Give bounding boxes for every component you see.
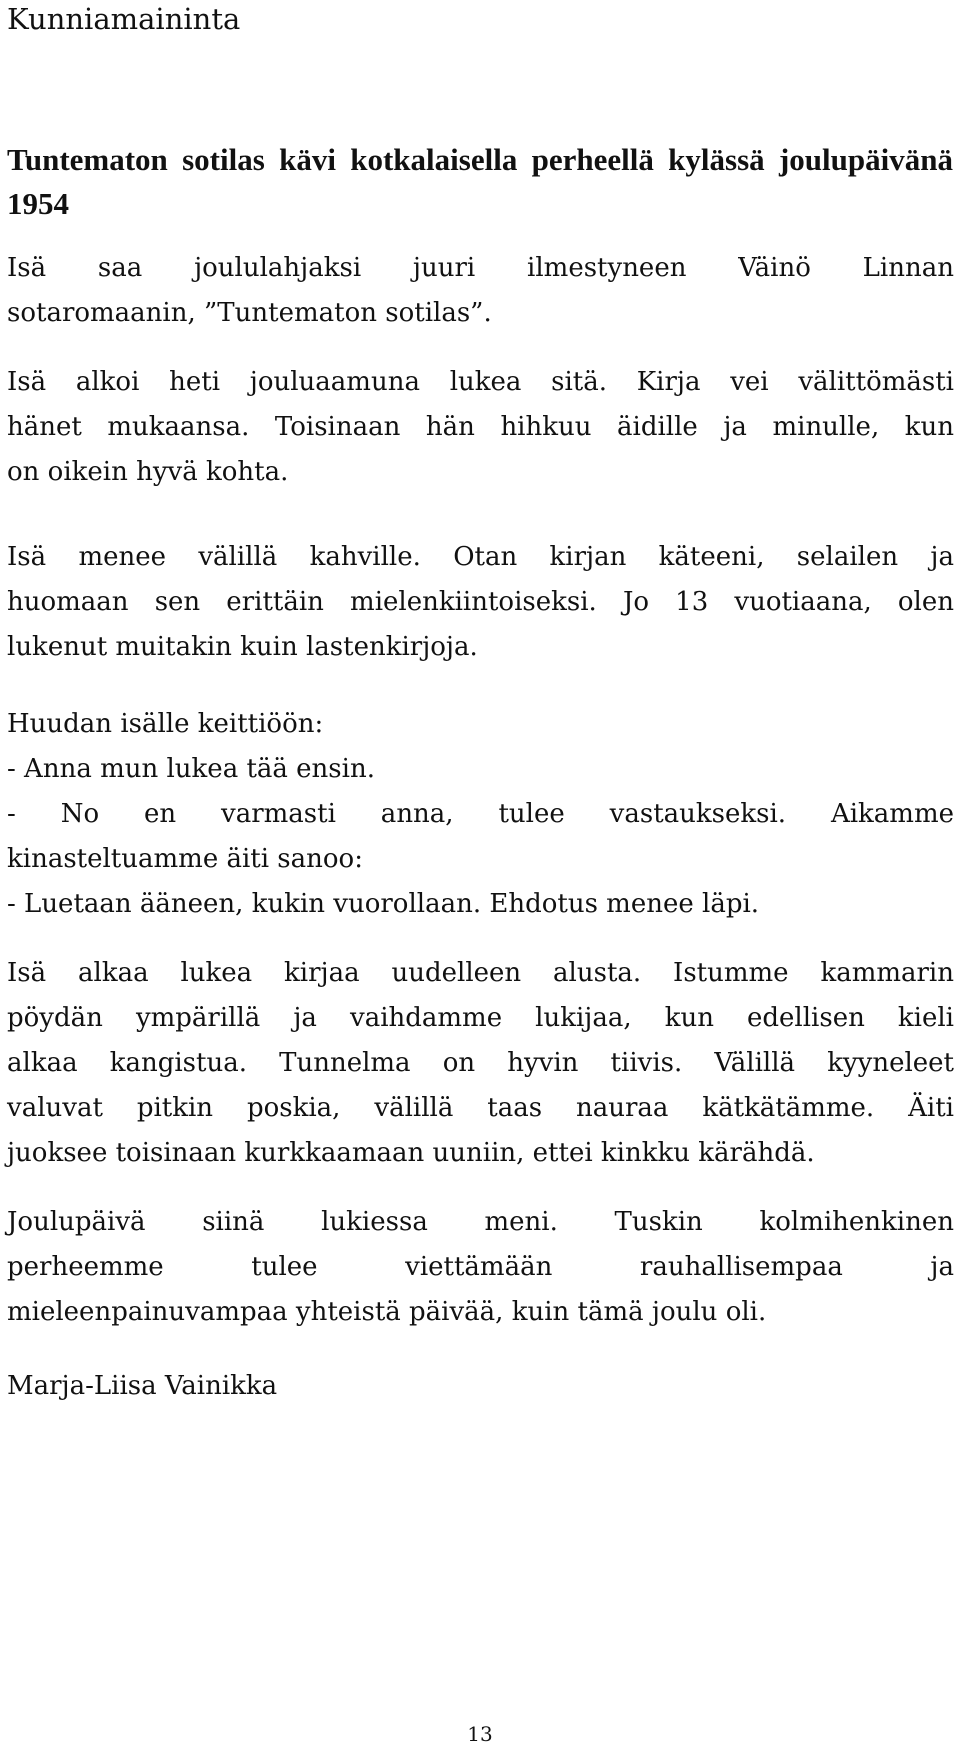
paragraph-4 xyxy=(7,702,954,927)
text-line: alkaa kangistua. Tunnelma on hyvin tiivis. Välillä kyyneleet xyxy=(7,1048,954,1078)
text-line: Isä alkoi heti jouluaamuna lukea sitä. Kirja vei välittömästi xyxy=(7,367,954,397)
text-line: valuvat pitkin poskia, välillä taas nauraa kätkätämme. Äiti xyxy=(7,1093,954,1123)
paragraph-6 xyxy=(7,1200,954,1335)
text-line: on oikein hyvä kohta. xyxy=(7,457,289,487)
paragraph-3 xyxy=(7,535,954,670)
paragraph-5 xyxy=(7,951,954,1176)
text-line: - Anna mun lukea tää ensin. xyxy=(7,754,375,784)
paragraph-2 xyxy=(7,360,954,495)
text-line: Joulupäivä siinä lukiessa meni. Tuskin kolmihenkinen xyxy=(7,1207,954,1237)
article-title: Tuntematon sotilas kävi kotkalaisella perheellä kylässä joulupäivänä 1954 xyxy=(7,142,953,221)
author-name: Marja-Liisa Vainikka xyxy=(7,1371,278,1401)
page-number: 13 xyxy=(467,1722,493,1746)
text-line: Isä saa joululahjaksi juuri ilmestyneen Väinö Linnan xyxy=(7,253,954,283)
text-line: hänet mukaansa. Toisinaan hän hihkuu äidille ja minulle, kun xyxy=(7,412,954,442)
text-line: - No en varmasti anna, tulee vastaukseksi. Aikamme xyxy=(7,799,954,829)
section-heading: Kunniamaininta xyxy=(7,2,241,36)
text-line: lukenut muitakin kuin lastenkirjoja. xyxy=(7,632,478,662)
paragraph-1 xyxy=(7,246,954,336)
text-line: mieleenpainuvampaa yhteistä päivää, kuin tämä joulu oli. xyxy=(7,1297,767,1327)
author-signature xyxy=(7,1364,954,1409)
text-line: pöydän ympärillä ja vaihdamme lukijaa, kun edellisen kieli xyxy=(7,1003,954,1033)
text-line: Isä menee välillä kahville. Otan kirjan käteeni, selailen ja xyxy=(7,542,954,572)
text-line: Huudan isälle keittiöön: xyxy=(7,709,324,739)
text-line: kinasteltuamme äiti sanoo: xyxy=(7,844,363,874)
text-line: sotaromaanin, ”Tuntematon sotilas”. xyxy=(7,298,492,328)
text-line: perheemme tulee viettämään rauhallisempaa ja xyxy=(7,1252,954,1282)
text-line: - Luetaan ääneen, kukin vuorollaan. Ehdotus menee läpi. xyxy=(7,889,760,919)
text-line: Isä alkaa lukea kirjaa uudelleen alusta. Istumme kammarin xyxy=(7,958,954,988)
text-line: juoksee toisinaan kurkkaamaan uuniin, ettei kinkku kärähdä. xyxy=(7,1138,815,1168)
text-line: huomaan sen erittäin mielenkiintoiseksi. Jo 13 vuotiaana, olen xyxy=(7,587,954,617)
